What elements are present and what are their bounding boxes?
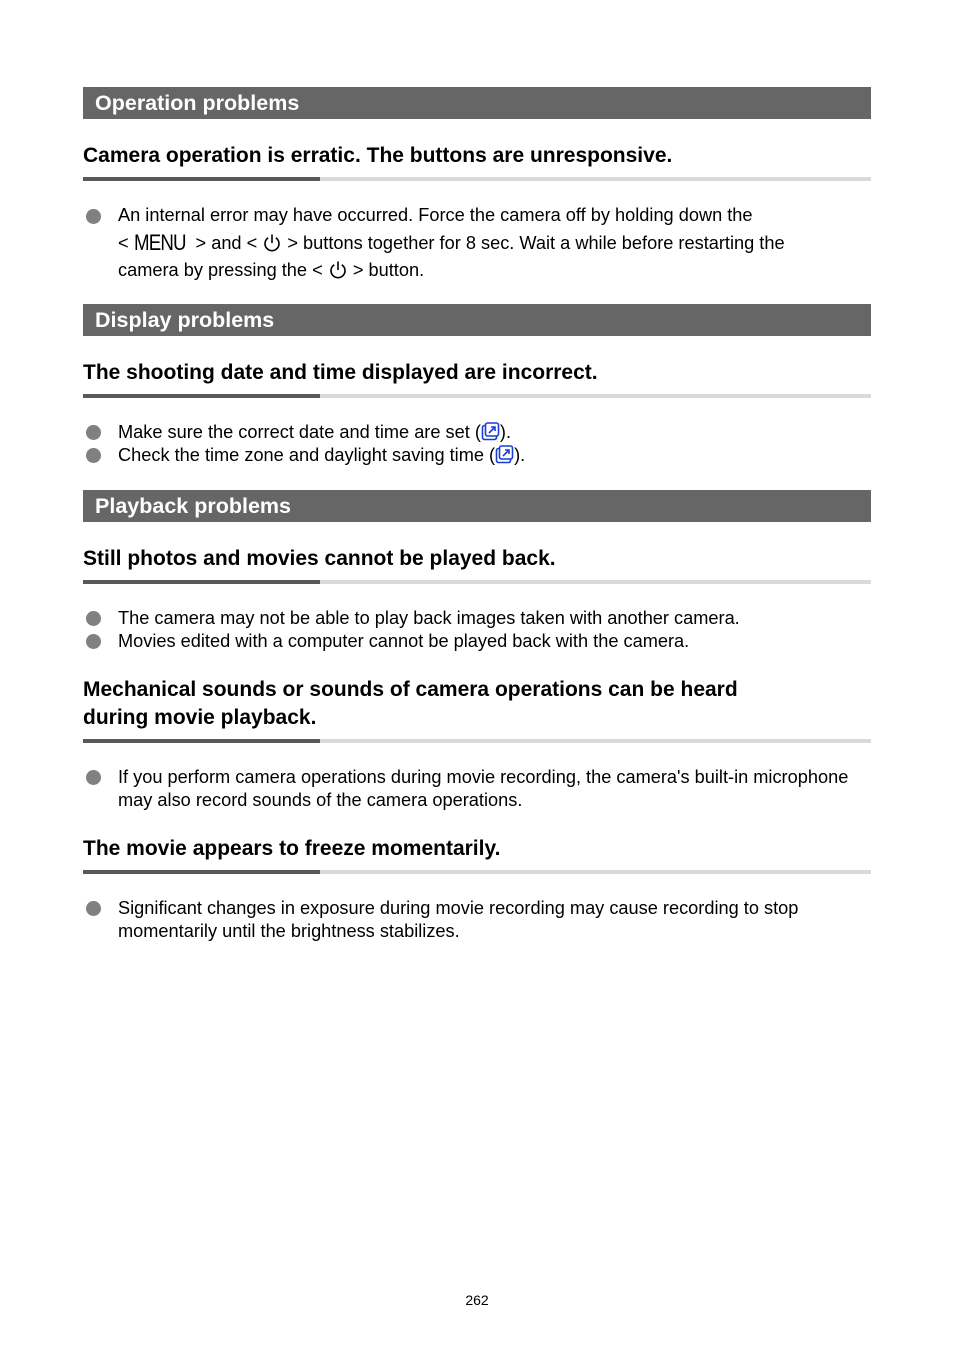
- heading-camera-erratic: Camera operation is erratic. The buttons are unresponsive.: [83, 144, 673, 167]
- menu-button-icon: MENU: [133, 230, 186, 255]
- heading-line: during movie playback.: [83, 706, 317, 729]
- item-text: > buttons together for 8 sec. Wait a while before restarting the: [287, 233, 785, 253]
- movie-freeze-bullet-list: [83, 897, 871, 943]
- bullet-icon: [86, 770, 101, 785]
- display-bullet-list: [83, 421, 871, 467]
- section-header-display-problems: Display problems: [83, 304, 871, 336]
- heading-date-time-incorrect: The shooting date and time displayed are incorrect.: [83, 361, 598, 384]
- item-text: Movies edited with a computer cannot be played back with the camera.: [118, 631, 690, 651]
- heading-underline: [83, 394, 871, 398]
- item-text: > button.: [352, 260, 425, 280]
- page-number: 262: [465, 1292, 489, 1308]
- heading-underline: [83, 739, 871, 743]
- bullet-icon: [86, 448, 101, 463]
- operation-bullet-list: [83, 202, 871, 284]
- list-item: [83, 444, 871, 467]
- item-text: > and <: [195, 233, 258, 253]
- page-link-icon[interactable]: [481, 422, 500, 441]
- item-text: Check the time zone and daylight saving time (: [118, 445, 496, 465]
- item-text: If you perform camera operations during movie recording, the camera's built-in microphone may also record sounds of the camera operations.: [118, 767, 849, 810]
- bullet-icon: [86, 611, 101, 626]
- list-item: [83, 421, 871, 444]
- item-text: Make sure the correct date and time are set (: [118, 422, 481, 442]
- power-icon: [328, 260, 348, 280]
- list-item: [83, 897, 871, 943]
- item-text: The camera may not be able to play back images taken with another camera.: [118, 608, 740, 628]
- item-text: <: [118, 233, 129, 253]
- bullet-icon: [86, 209, 101, 224]
- power-icon: [262, 233, 282, 253]
- section-header-playback-problems: Playback problems: [83, 490, 871, 522]
- heading-line: Mechanical sounds or sounds of camera operations can be heard: [83, 678, 738, 701]
- item-text: Significant changes in exposure during movie recording may cause recording to stop momentarily until the brightness stabilizes.: [118, 898, 799, 941]
- bullet-icon: [86, 425, 101, 440]
- list-item: [83, 202, 871, 284]
- heading-underline: [83, 870, 871, 874]
- heading-mechanical-sounds: [83, 676, 871, 732]
- bullet-icon: [86, 901, 101, 916]
- heading-movie-freeze: The movie appears to freeze momentarily.: [83, 837, 501, 860]
- heading-cannot-play-back: Still photos and movies cannot be played back.: [83, 547, 556, 570]
- list-item: [83, 766, 871, 812]
- playback-bullet-list: [83, 607, 871, 653]
- item-text: ).: [514, 445, 526, 465]
- item-text: ).: [499, 422, 512, 442]
- bullet-icon: [86, 634, 101, 649]
- section-header-operation-problems: Operation problems: [83, 87, 871, 119]
- mechanical-sounds-bullet-list: [83, 766, 871, 812]
- item-text: An internal error may have occurred. Force the camera off by holding down the: [118, 205, 753, 225]
- list-item: [83, 607, 871, 630]
- heading-underline: [83, 177, 871, 181]
- page-link-icon[interactable]: [495, 445, 514, 464]
- list-item: [83, 630, 871, 653]
- heading-underline: [83, 580, 871, 584]
- item-text: camera by pressing the <: [118, 260, 323, 280]
